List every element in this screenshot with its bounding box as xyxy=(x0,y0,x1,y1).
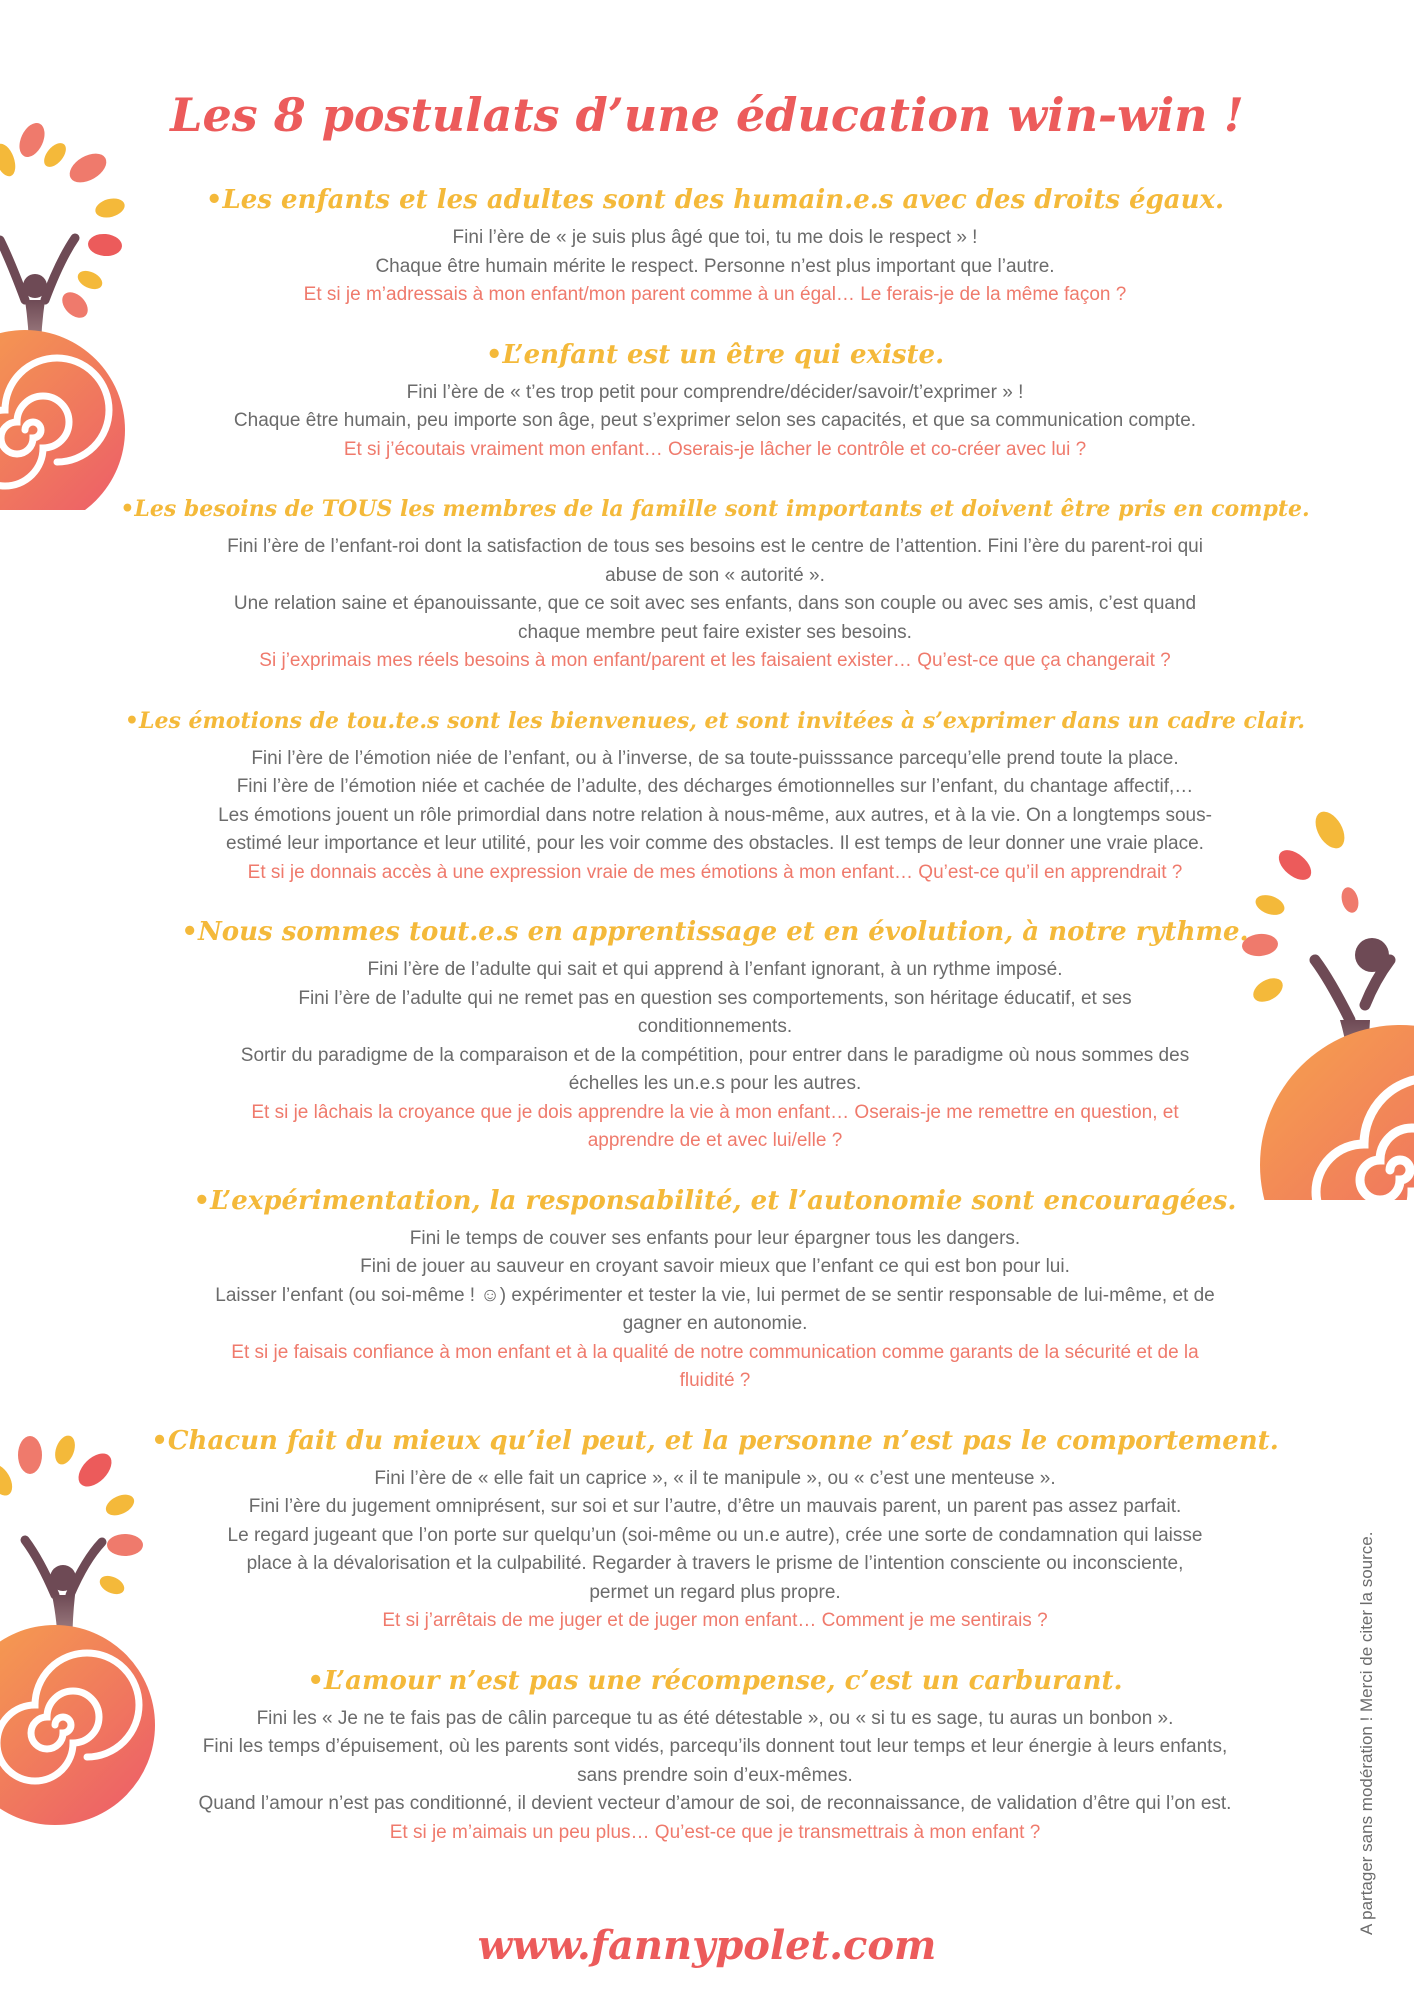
postulate-text: Laisser l’enfant (ou soi-même ! ☺) expérimenter et tester la vie, lui permet de se sentir responsable de lui-même, et de xyxy=(215,1284,1215,1306)
postulate-heading: •L’enfant est un être qui existe. xyxy=(485,339,945,370)
postulate-heading: •Nous sommes tout.e.s en apprentissage et en évolution, à notre rythme. xyxy=(181,917,1249,947)
postulate-5 xyxy=(120,914,1310,1156)
postulate-heading: •Chacun fait du mieux qu’iel peut, et la personne n’est pas le comportement. xyxy=(151,1425,1279,1456)
postulate-text: Chaque être humain, peu importe son âge, peut s’exprimer selon ses capacités, et que sa communication compte. xyxy=(233,410,1197,431)
postulate-question: Et si j’arrêtais de me juger et de juger mon enfant… Comment je me sentirais ? xyxy=(382,1610,1048,1631)
postulate-text: abuse de son « autorité ». xyxy=(605,564,825,586)
postulate-text: Fini l’ère de « elle fait un caprice », « il te manipule », ou « c’est une menteuse ». xyxy=(374,1467,1056,1489)
postulate-question: Et si j’écoutais vraiment mon enfant… Oserais-je lâcher le contrôle et co-créer avec lui ? xyxy=(343,438,1087,460)
postulate-text: estimé leur importance et leur utilité, pour les voir comme des obstacles. Il est temps de leur donner une vraie place. xyxy=(226,833,1204,854)
postulate-text: Fini l’ère du jugement omniprésent, sur soi et sur l’autre, d’être un mauvais parent, un parent pas assez parfait. xyxy=(248,1496,1182,1517)
postulate-text: Fini les « Je ne te fais pas de câlin parceque tu as été détestable », ou « si tu es sage, tu auras un bonbon ». xyxy=(256,1707,1174,1729)
page-title: Les 8 postulats d’une éducation win-win ! xyxy=(170,88,1244,142)
postulate-1 xyxy=(120,182,1310,310)
postulate-text: Fini l’ère de l’enfant-roi dont la satisfaction de tous ses besoins est le centre de l’attention. Fini l’ère du parent-roi qui xyxy=(227,536,1203,557)
postulate-6 xyxy=(120,1183,1310,1396)
postulate-text: gagner en autonomie. xyxy=(622,1313,808,1334)
postulate-text: Fini le temps de couver ses enfants pour leur épargner tous les dangers. xyxy=(409,1227,1021,1249)
postulate-question: Et si je lâchais la croyance que je dois apprendre la vie à mon enfant… Oserais-je me remettre en question, et xyxy=(251,1101,1179,1123)
share-note: A partager sans modération ! Merci de citer la source. xyxy=(1357,1531,1376,1935)
postulate-question: fluidité ? xyxy=(679,1370,751,1391)
postulate-heading: •Les enfants et les adultes sont des humain.e.s avec des droits égaux. xyxy=(205,185,1225,215)
postulate-text: Fini les temps d’épuisement, où les parents sont vidés, parcequ’ils donnent tout leur temps et leur énergie à leurs enfants, xyxy=(202,1736,1228,1757)
postulate-question: Et si je m’aimais un peu plus… Qu’est-ce que je transmettrais à mon enfant ? xyxy=(389,1821,1041,1843)
postulate-text: Sortir du paradigme de la comparaison et de la compétition, pour entrer dans le paradigme où nous sommes des xyxy=(240,1044,1190,1066)
postulate-question: Si j’exprimais mes réels besoins à mon enfant/parent et les faisaient exister… Qu’est-ce que ça changerait ? xyxy=(259,650,1171,671)
postulate-question: Et si je m’adressais à mon enfant/mon parent comme à un égal… Le ferais-je de la même façon ? xyxy=(303,284,1127,305)
postulate-text: permet un regard plus propre. xyxy=(589,1581,841,1603)
postulate-text: Une relation saine et épanouissante, que ce soit avec ses enfants, dans son couple ou avec ses amis, c’est quand xyxy=(233,593,1197,614)
postulate-text: place à la dévalorisation et la culpabilité. Regarder à travers le prisme de l’intention consciente ou inconsciente, xyxy=(246,1553,1184,1574)
postulate-question: Et si je faisais confiance à mon enfant et à la qualité de notre communication comme garants de la sécurité et de la xyxy=(231,1341,1199,1363)
postulate-heading: •L’expérimentation, la responsabilité, et l’autonomie sont encouragées. xyxy=(193,1185,1237,1216)
postulate-text: Fini l’ère de « je suis plus âgé que toi, tu me dois le respect » ! xyxy=(452,227,978,248)
postulate-text: conditionnements. xyxy=(637,1016,793,1037)
postulate-text: sans prendre soin d’eux-mêmes. xyxy=(577,1764,853,1786)
postulate-text: Fini l’ère de l’adulte qui ne remet pas en question ses comportements, son héritage éducatif, et ses xyxy=(298,987,1132,1009)
postulate-question: Et si je donnais accès à une expression vraie de mes émotions à mon enfant… Qu’est-ce qu’il en apprendrait ? xyxy=(247,861,1183,883)
postulate-heading: •L’amour n’est pas une récompense, c’est un carburant. xyxy=(307,1665,1123,1696)
postulate-text: Chaque être humain mérite le respect. Personne n’est plus important que l’autre. xyxy=(375,255,1055,277)
postulate-2 xyxy=(120,337,1310,465)
postulate-7 xyxy=(120,1423,1310,1636)
postulate-text: Fini l’ère de l’émotion niée et cachée de l’adulte, des décharges émotionnelles sur l’enfant, du chantage affectif,… xyxy=(236,776,1194,797)
postulate-text: Le regard jugeant que l’on porte sur quelqu’un (soi-même ou un.e autre), crée une sorte de condamnation qui laisse xyxy=(227,1524,1203,1546)
postulate-text: Les émotions jouent un rôle primordial dans notre relation à nous-même, aux autres, et à la vie. On a longtemps sous- xyxy=(218,804,1212,826)
postulates-list xyxy=(120,182,1310,1874)
postulate-3 xyxy=(120,491,1310,676)
postulate-text: Fini l’ère de l’émotion niée de l’enfant, ou à l’inverse, de sa toute-puisssance parcequ’elle prend toute la place. xyxy=(251,747,1179,769)
postulate-text: Fini l’ère de « t’es trop petit pour comprendre/décider/savoir/t’exprimer » ! xyxy=(406,381,1024,403)
postulate-text: Fini l’ère de l’adulte qui sait et qui apprend à l’enfant ignorant, à un rythme imposé. xyxy=(367,959,1063,980)
postulate-heading: •Les émotions de tou.te.s sont les bienvenues, et sont invitées à s’exprimer dans un cadre clair. xyxy=(124,707,1306,734)
postulate-heading: •Les besoins de TOUS les membres de la famille sont importants et doivent être pris en compte. xyxy=(120,496,1310,522)
postulate-question: apprendre de et avec lui/elle ? xyxy=(587,1130,843,1151)
postulate-text: chaque membre peut faire exister ses besoins. xyxy=(518,621,912,643)
postulate-4 xyxy=(120,703,1310,888)
postulate-text: échelles les un.e.s pour les autres. xyxy=(568,1073,862,1094)
website-link[interactable]: www.fannypolet.com xyxy=(477,1922,937,1969)
postulate-8 xyxy=(120,1663,1310,1848)
postulate-text: Fini de jouer au sauveur en croyant savoir mieux que l’enfant ce qui est bon pour lui. xyxy=(360,1256,1070,1277)
postulate-text: Quand l’amour n’est pas conditionné, il devient vecteur d’amour de soi, de reconnaissance, de validation d’être qui l’on est. xyxy=(198,1793,1232,1814)
